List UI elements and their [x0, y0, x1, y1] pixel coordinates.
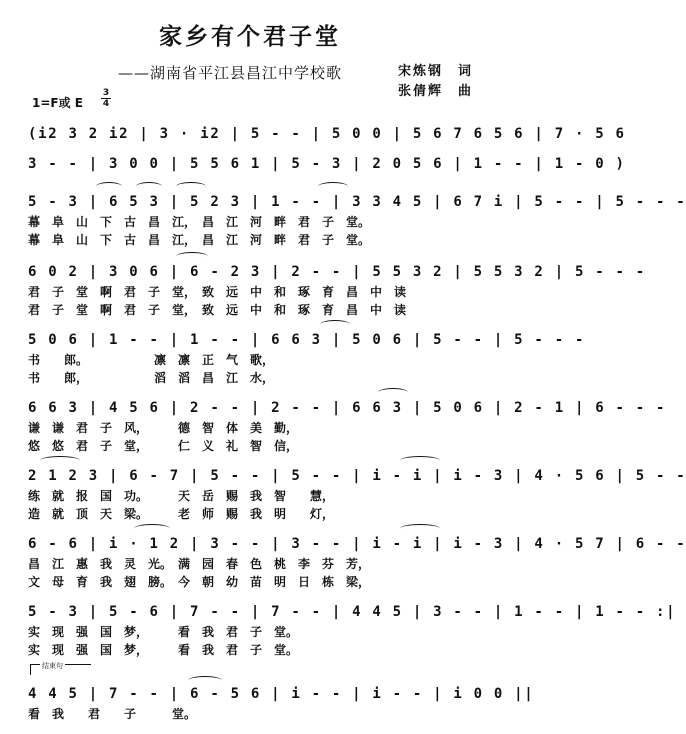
notation-line: 3 - - | 3 0 0 | 5 5 6 1 | 5 - 3 | 2 0 5 6 | 1 - - | 1 - 0 ) — [28, 156, 626, 172]
key-signature: 1=F或 E — [32, 96, 83, 110]
lyric-verse-1: 幕 阜 山 下 古 昌 江， 昌 江 河 畔 君 子 堂。 — [28, 215, 371, 229]
slur-mark — [134, 524, 170, 533]
slur-mark — [400, 456, 440, 465]
lyricist-credit: 宋炼钢 词 — [398, 64, 474, 79]
slur-mark — [136, 182, 162, 191]
lyric-verse-2: 实 现 强 国 梦， 看 我 君 子 堂。 — [28, 643, 299, 657]
lyric-verse-1: 昌 江 惠 我 灵 光。 满 园 春 色 桃 李 芬 芳， — [28, 557, 371, 571]
lyric-verse-1: 看 我 君 子 堂。 — [28, 707, 197, 721]
lyric-verse-2: 幕 阜 山 下 古 昌 江， 昌 江 河 畔 君 子 堂。 — [28, 233, 371, 247]
notation-line: (i2 3 2 i2 | 3 · i2 | 5 - - | 5 0 0 | 5 6 7 6 5 6 | 7 · 5 6 — [28, 126, 626, 142]
slur-mark — [400, 524, 440, 533]
lyric-verse-1: 书 郎。 凛 凛 正 气 歌， — [28, 353, 275, 367]
time-signature-top: 3 — [102, 88, 110, 98]
time-signature — [100, 88, 112, 109]
slur-mark — [320, 320, 350, 329]
lyric-verse-2: 造 就 顶 天 梁。 老 师 赐 我 明 灯， — [28, 507, 335, 521]
slur-mark — [188, 676, 222, 685]
notation-line: 4 4 5 | 7 - - | 6 - 5 6 | i - - | i - - | i 0 0 || — [28, 686, 535, 702]
time-signature-bottom: 4 — [102, 99, 110, 109]
lyric-verse-2: 文 母 育 我 翅 膀。 今 朝 幼 苗 明 日 栋 梁， — [28, 575, 371, 589]
slur-mark — [378, 388, 408, 397]
notation-line: 5 0 6 | 1 - - | 1 - - | 6 6 3 | 5 0 6 | 5 - - | 5 - - - — [28, 332, 586, 348]
slur-mark — [318, 182, 348, 191]
notation-line: 6 0 2 | 3 0 6 | 6 - 2 3 | 2 - - | 5 5 3 2 | 5 5 3 2 | 5 - - - — [28, 264, 646, 280]
slur-mark — [176, 182, 206, 191]
notation-line: 5 - 3 | 6 5 3 | 5 2 3 | 1 - - | 3 3 4 5 | 6 7 i | 5 - - | 5 - - - — [28, 194, 686, 210]
composer-credit: 张倩辉 曲 — [398, 84, 474, 99]
notation-line: 6 - 6 | i · 1 2 | 3 - - | 3 - - | i - i | i - 3 | 4 · 5 7 | 6 - - — [28, 536, 686, 552]
slur-mark — [40, 456, 80, 465]
notation-line: 6 6 3 | 4 5 6 | 2 - - | 2 - - | 6 6 3 | 5 0 6 | 2 - 1 | 6 - - - — [28, 400, 667, 416]
lyric-verse-1: 谦 谦 君 子 风， 德 智 体 美 勤， — [28, 421, 299, 435]
lyric-verse-2: 君 子 堂 啊 君 子 堂， 致 远 中 和 琢 育 昌 中 读 — [28, 303, 407, 317]
song-title: 家乡有个君子堂 — [159, 23, 341, 50]
ending-label: 结束句 — [42, 662, 63, 670]
lyric-verse-2: 悠 悠 君 子 堂， 仁 义 礼 智 信， — [28, 439, 299, 453]
lyric-verse-1: 练 就 报 国 功。 天 岳 赐 我 智 慧， — [28, 489, 335, 503]
notation-line: 5 - 3 | 5 - 6 | 7 - - | 7 - - | 4 4 5 | 3 - - | 1 - - | 1 - - :| — [28, 604, 677, 620]
lyric-verse-1: 实 现 强 国 梦， 看 我 君 子 堂。 — [28, 625, 299, 639]
slur-mark — [96, 182, 122, 191]
lyric-verse-1: 君 子 堂 啊 君 子 堂， 致 远 中 和 琢 育 昌 中 读 — [28, 285, 407, 299]
lyric-verse-2: 书 郎， 滔 滔 昌 江 水， — [28, 371, 275, 385]
slur-mark — [176, 252, 208, 261]
notation-line: 2 1 2 3 | 6 - 7 | 5 - - | 5 - - | i - i | i - 3 | 4 · 5 6 | 5 - - — [28, 468, 686, 484]
song-subtitle: ——湖南省平江县昌江中学校歌 — [118, 64, 343, 82]
